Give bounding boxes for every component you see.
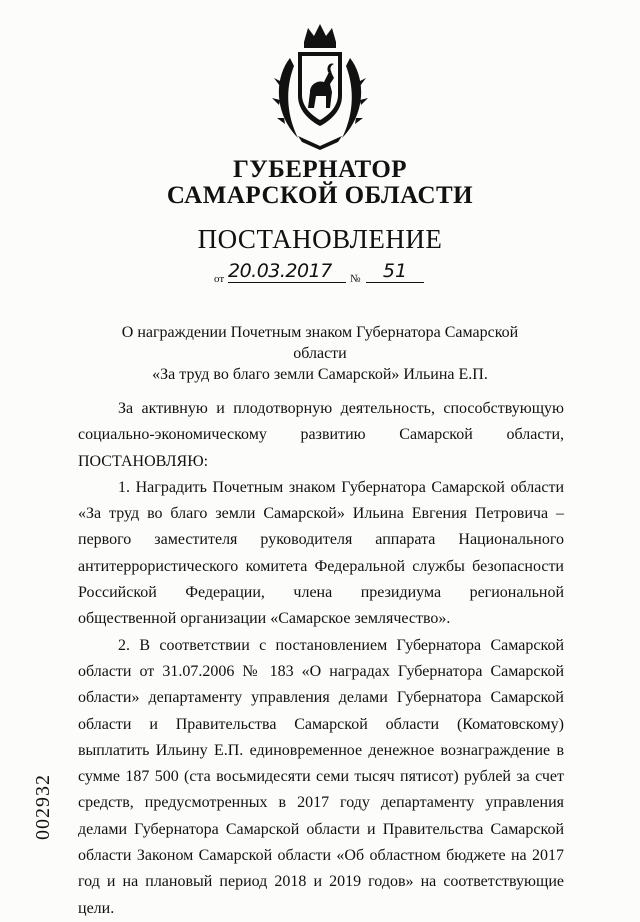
subject-line2: «За труд во благо земли Самарской» Ильина Е.П.: [152, 366, 488, 383]
document-subject: [100, 322, 540, 385]
stamp-number: 002932: [32, 774, 54, 840]
subject-line1: О награждении Почетным знаком Губернатора Самарской области: [121, 324, 519, 362]
handwritten-number: 51: [366, 260, 424, 283]
from-label: от: [214, 273, 225, 285]
document-body: [78, 396, 564, 922]
handwritten-date: 20.03.2017: [228, 260, 346, 283]
date-number-line: [214, 260, 434, 286]
item1-paragraph: 1. Наградить Почетным знаком Губернатора Самарской области «За труд во благо земли Самарской» Ильина Евгения Петровича – первого заместителя руководителя аппарата Национального антитеррористического комитета Федеральной службы безопасности Российской Федерации, члена президиума региональной общественной организации «Самарское землячество».: [78, 478, 564, 628]
preamble-paragraph: За активную и плодотворную деятельность, способствующую социально-экономическому развитию Самарской области, ПОСТАНОВЛЯЮ:: [78, 400, 564, 470]
item2-paragraph: 2. В соответствии с постановлением Губернатора Самарской области от 31.07.2006 № 183 «О наградах Губернатора Самарской области» департаменту управления делами Губернатора Самарской области и Правительства Самарской области (Коматовскому) выплатить Ильину Е.П. единовременное денежное вознаграждение в сумме 187 500 (ста восьмидесяти семи тысяч пятисот) рублей за счет средств, предусмотренных в 2017 году департаменту управления делами Губернатора Самарской области и Правительства Самарской области Законом Самарской области «Об областном бюджете на 2017 год и на плановый период 2018 и 2019 годов» на соответствующие цели.: [78, 636, 564, 917]
number-label: №: [350, 273, 361, 285]
coat-of-arms-icon: [268, 22, 372, 150]
org-title-line1: ГУБЕРНАТОР: [232, 156, 408, 183]
document-type-title: ПОСТАНОВЛЕНИЕ: [197, 224, 443, 254]
org-title-line2: САМАРСКОЙ ОБЛАСТИ: [166, 182, 474, 209]
